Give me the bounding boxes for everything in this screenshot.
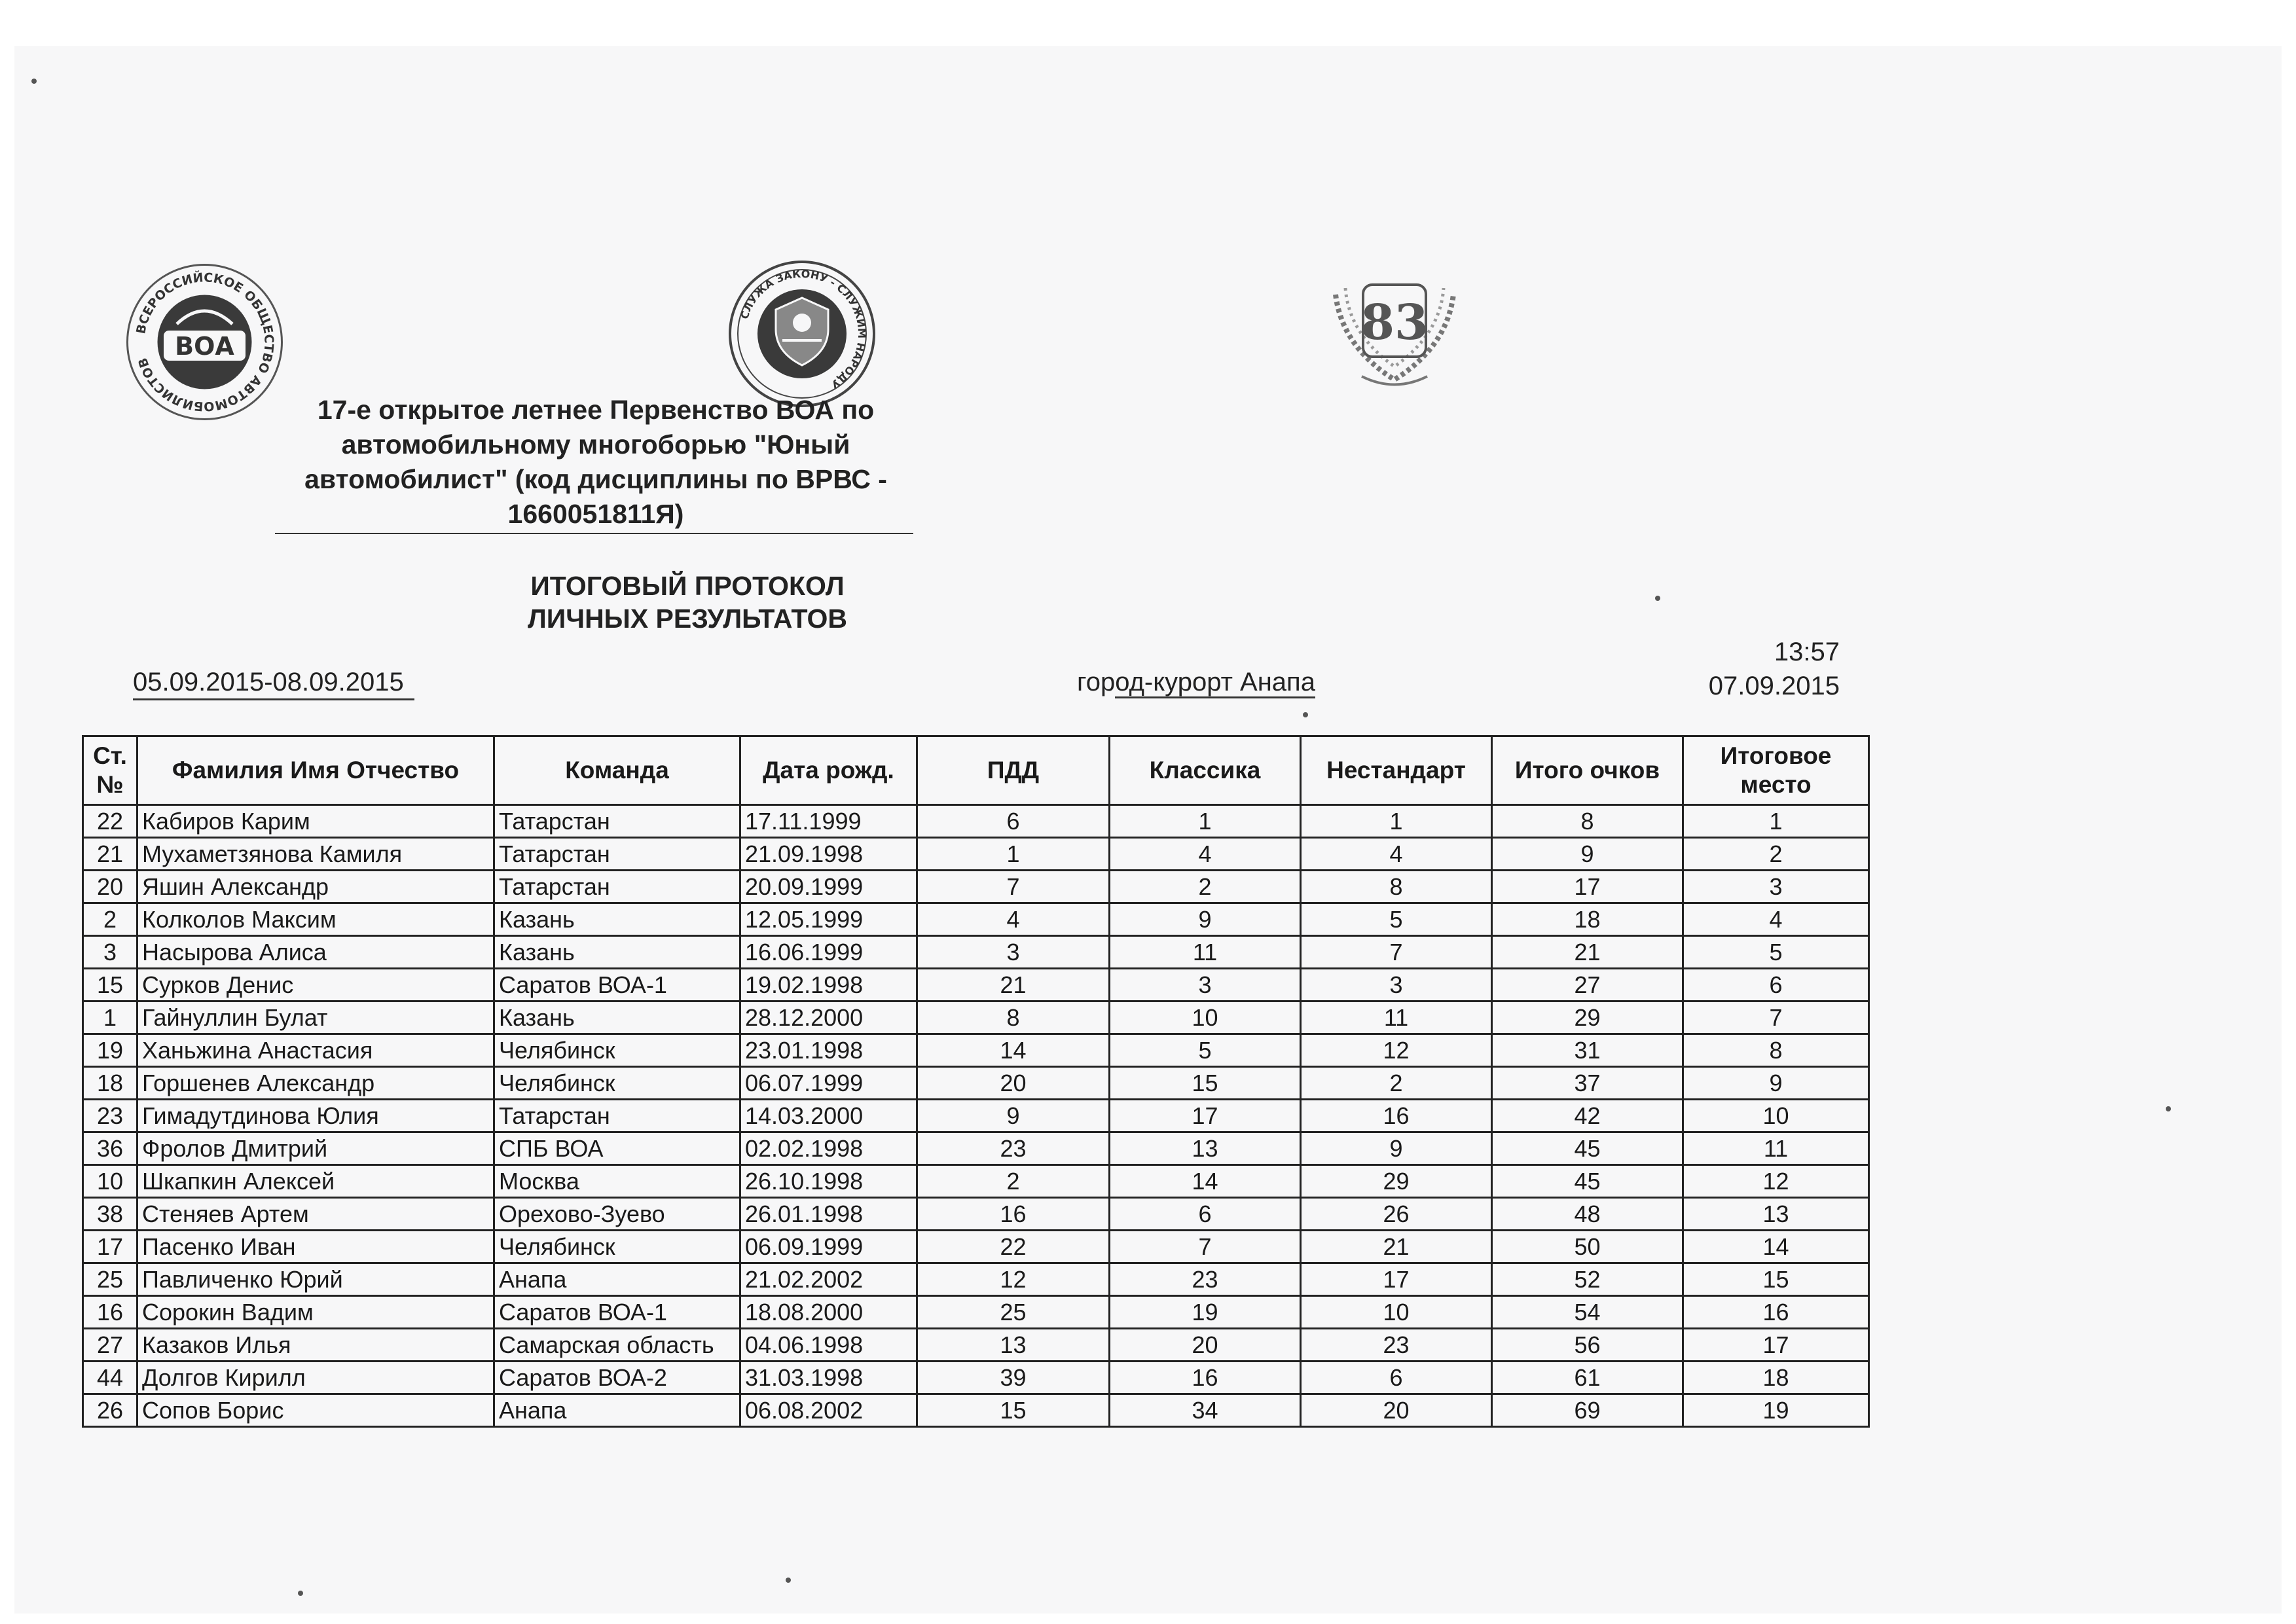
cell-traffic-rules: 2 xyxy=(917,1165,1110,1198)
table-row xyxy=(83,936,1869,969)
cell-team: Казань xyxy=(494,903,740,936)
cell-birth-date: 12.05.1999 xyxy=(740,903,917,936)
protocol-title-line2: ЛИЧНЫХ РЕЗУЛЬТАТОВ xyxy=(528,604,847,634)
table-row xyxy=(83,805,1869,838)
cell-traffic-rules: 16 xyxy=(917,1198,1110,1231)
location-prefix: гор xyxy=(1077,668,1116,696)
cell-total-points: 54 xyxy=(1492,1296,1683,1329)
cell-start-number: 25 xyxy=(83,1263,137,1296)
column-header-full-name: Фамилия Имя Отчество xyxy=(137,736,494,805)
cell-classic: 11 xyxy=(1110,936,1301,969)
cell-final-place: 4 xyxy=(1683,903,1869,936)
cell-total-points: 52 xyxy=(1492,1263,1683,1296)
table-row xyxy=(83,1165,1869,1198)
column-header-birth-date: Дата рожд. xyxy=(740,736,917,805)
competition-dates: 05.09.2015-08.09.2015 xyxy=(133,668,414,700)
cell-full-name: Мухаметзянова Камиля xyxy=(137,838,494,871)
event-title: 17-е открытое летнее Первенство ВОА по автомобильному многоборью "Юный автомобилист" (код дисциплины по ВРВС - 1660051811Я) xyxy=(304,395,887,529)
cell-total-points: 69 xyxy=(1492,1394,1683,1427)
cell-start-number: 10 xyxy=(83,1165,137,1198)
cell-full-name: Горшенев Александр xyxy=(137,1067,494,1100)
scan-speck xyxy=(2166,1106,2171,1111)
table-row xyxy=(83,1263,1869,1296)
table-row xyxy=(83,1198,1869,1231)
cell-traffic-rules: 1 xyxy=(917,838,1110,871)
cell-start-number: 1 xyxy=(83,1001,137,1034)
cell-final-place: 17 xyxy=(1683,1329,1869,1362)
cell-team: Анапа xyxy=(494,1394,740,1427)
protocol-time: 13:57 xyxy=(1774,638,1840,666)
scan-speck xyxy=(298,1591,303,1596)
cell-birth-date: 26.01.1998 xyxy=(740,1198,917,1231)
cell-birth-date: 06.07.1999 xyxy=(740,1067,917,1100)
cell-nonstandard: 7 xyxy=(1301,936,1492,969)
table-row xyxy=(83,1100,1869,1132)
table-row xyxy=(83,871,1869,903)
cell-nonstandard: 8 xyxy=(1301,871,1492,903)
cell-nonstandard: 2 xyxy=(1301,1067,1492,1100)
cell-start-number: 21 xyxy=(83,838,137,871)
cell-classic: 13 xyxy=(1110,1132,1301,1165)
cell-team: Орехово-Зуево xyxy=(494,1198,740,1231)
cell-total-points: 31 xyxy=(1492,1034,1683,1067)
table-row xyxy=(83,838,1869,871)
cell-full-name: Долгов Кирилл xyxy=(137,1362,494,1394)
cell-team: Саратов ВОА-1 xyxy=(494,1296,740,1329)
cell-nonstandard: 20 xyxy=(1301,1394,1492,1427)
table-row xyxy=(83,1034,1869,1067)
cell-nonstandard: 10 xyxy=(1301,1296,1492,1329)
cell-final-place: 11 xyxy=(1683,1132,1869,1165)
cell-full-name: Насырова Алиса xyxy=(137,936,494,969)
cell-start-number: 19 xyxy=(83,1034,137,1067)
title-divider xyxy=(275,533,913,534)
protocol-timestamp xyxy=(1650,635,1840,703)
column-header-team: Команда xyxy=(494,736,740,805)
cell-nonstandard: 1 xyxy=(1301,805,1492,838)
cell-total-points: 8 xyxy=(1492,805,1683,838)
cell-birth-date: 23.01.1998 xyxy=(740,1034,917,1067)
cell-traffic-rules: 21 xyxy=(917,969,1110,1001)
cell-classic: 3 xyxy=(1110,969,1301,1001)
competition-location xyxy=(1077,668,1315,697)
cell-nonstandard: 6 xyxy=(1301,1362,1492,1394)
results-body xyxy=(83,805,1869,1427)
cell-total-points: 37 xyxy=(1492,1067,1683,1100)
cell-total-points: 56 xyxy=(1492,1329,1683,1362)
cell-full-name: Яшин Александр xyxy=(137,871,494,903)
cell-team: Челябинск xyxy=(494,1067,740,1100)
cell-final-place: 3 xyxy=(1683,871,1869,903)
cell-full-name: Фролов Дмитрий xyxy=(137,1132,494,1165)
cell-total-points: 9 xyxy=(1492,838,1683,871)
service-ring-text: СЛУЖА ЗАКОНУ - СЛУЖИМ НАРОДУ xyxy=(738,267,869,391)
cell-total-points: 45 xyxy=(1492,1165,1683,1198)
cell-full-name: Сорокин Вадим xyxy=(137,1296,494,1329)
cell-traffic-rules: 23 xyxy=(917,1132,1110,1165)
cell-team: Москва xyxy=(494,1165,740,1198)
cell-traffic-rules: 20 xyxy=(917,1067,1110,1100)
table-header-row xyxy=(83,736,1869,805)
cell-birth-date: 19.02.1998 xyxy=(740,969,917,1001)
cell-team: Челябинск xyxy=(494,1231,740,1263)
cell-start-number: 26 xyxy=(83,1394,137,1427)
cell-classic: 14 xyxy=(1110,1165,1301,1198)
cell-total-points: 45 xyxy=(1492,1132,1683,1165)
cell-total-points: 50 xyxy=(1492,1231,1683,1263)
cell-nonstandard: 17 xyxy=(1301,1263,1492,1296)
cell-start-number: 44 xyxy=(83,1362,137,1394)
cell-full-name: Кабиров Карим xyxy=(137,805,494,838)
column-header-classic: Классика xyxy=(1110,736,1301,805)
table-row xyxy=(83,1394,1869,1427)
cell-classic: 23 xyxy=(1110,1263,1301,1296)
cell-start-number: 15 xyxy=(83,969,137,1001)
cell-start-number: 27 xyxy=(83,1329,137,1362)
cell-start-number: 16 xyxy=(83,1296,137,1329)
voa-center-text: ВОА xyxy=(175,332,234,361)
cell-team: СПБ ВОА xyxy=(494,1132,740,1165)
cell-final-place: 2 xyxy=(1683,838,1869,871)
cell-nonstandard: 3 xyxy=(1301,969,1492,1001)
cell-full-name: Казаков Илья xyxy=(137,1329,494,1362)
cell-nonstandard: 5 xyxy=(1301,903,1492,936)
cell-birth-date: 31.03.1998 xyxy=(740,1362,917,1394)
emblem-number: 83 xyxy=(1360,295,1429,351)
cell-classic: 15 xyxy=(1110,1067,1301,1100)
scan-speck xyxy=(1655,596,1660,601)
cell-traffic-rules: 14 xyxy=(917,1034,1110,1067)
cell-birth-date: 06.08.2002 xyxy=(740,1394,917,1427)
cell-team: Челябинск xyxy=(494,1034,740,1067)
protocol-title-line1: ИТОГОВЫЙ ПРОТОКОЛ xyxy=(530,571,845,601)
cell-full-name: Шкапкин Алексей xyxy=(137,1165,494,1198)
cell-classic: 20 xyxy=(1110,1329,1301,1362)
scan-speck xyxy=(31,79,37,84)
cell-start-number: 18 xyxy=(83,1067,137,1100)
regional-emblem xyxy=(1322,268,1467,396)
cell-birth-date: 26.10.1998 xyxy=(740,1165,917,1198)
cell-final-place: 10 xyxy=(1683,1100,1869,1132)
cell-birth-date: 28.12.2000 xyxy=(740,1001,917,1034)
results-table xyxy=(82,735,1870,1428)
cell-classic: 7 xyxy=(1110,1231,1301,1263)
cell-nonstandard: 16 xyxy=(1301,1100,1492,1132)
cell-total-points: 48 xyxy=(1492,1198,1683,1231)
column-header-traffic-rules: ПДД xyxy=(917,736,1110,805)
cell-full-name: Павличенко Юрий xyxy=(137,1263,494,1296)
cell-traffic-rules: 13 xyxy=(917,1329,1110,1362)
cell-team: Казань xyxy=(494,1001,740,1034)
scan-speck xyxy=(786,1578,791,1583)
cell-classic: 17 xyxy=(1110,1100,1301,1132)
cell-traffic-rules: 4 xyxy=(917,903,1110,936)
cell-start-number: 38 xyxy=(83,1198,137,1231)
table-row xyxy=(83,1296,1869,1329)
cell-classic: 2 xyxy=(1110,871,1301,903)
cell-traffic-rules: 6 xyxy=(917,805,1110,838)
cell-traffic-rules: 3 xyxy=(917,936,1110,969)
table-row xyxy=(83,1132,1869,1165)
cell-team: Саратов ВОА-1 xyxy=(494,969,740,1001)
voa-logo xyxy=(124,262,285,422)
cell-start-number: 17 xyxy=(83,1231,137,1263)
table-row xyxy=(83,969,1869,1001)
cell-final-place: 6 xyxy=(1683,969,1869,1001)
cell-classic: 1 xyxy=(1110,805,1301,838)
cell-full-name: Колколов Максим xyxy=(137,903,494,936)
cell-birth-date: 02.02.1998 xyxy=(740,1132,917,1165)
table-row xyxy=(83,1329,1869,1362)
cell-final-place: 9 xyxy=(1683,1067,1869,1100)
cell-nonstandard: 26 xyxy=(1301,1198,1492,1231)
cell-team: Казань xyxy=(494,936,740,969)
cell-nonstandard: 4 xyxy=(1301,838,1492,871)
cell-final-place: 13 xyxy=(1683,1198,1869,1231)
cell-birth-date: 16.06.1999 xyxy=(740,936,917,969)
cell-total-points: 42 xyxy=(1492,1100,1683,1132)
protocol-date: 07.09.2015 xyxy=(1708,672,1840,700)
column-header-nonstandard: Нестандарт xyxy=(1301,736,1492,805)
column-header-start-number: Ст. № xyxy=(83,736,137,805)
cell-team: Татарстан xyxy=(494,805,740,838)
cell-birth-date: 20.09.1999 xyxy=(740,871,917,903)
cell-team: Саратов ВОА-2 xyxy=(494,1362,740,1394)
cell-birth-date: 21.02.2002 xyxy=(740,1263,917,1296)
cell-nonstandard: 11 xyxy=(1301,1001,1492,1034)
cell-final-place: 5 xyxy=(1683,936,1869,969)
cell-total-points: 18 xyxy=(1492,903,1683,936)
cell-team: Анапа xyxy=(494,1263,740,1296)
cell-team: Татарстан xyxy=(494,1100,740,1132)
cell-traffic-rules: 9 xyxy=(917,1100,1110,1132)
cell-traffic-rules: 22 xyxy=(917,1231,1110,1263)
cell-classic: 6 xyxy=(1110,1198,1301,1231)
protocol-title xyxy=(458,569,917,635)
scan-speck xyxy=(1303,712,1308,717)
cell-total-points: 61 xyxy=(1492,1362,1683,1394)
cell-total-points: 29 xyxy=(1492,1001,1683,1034)
cell-final-place: 16 xyxy=(1683,1296,1869,1329)
cell-start-number: 36 xyxy=(83,1132,137,1165)
cell-start-number: 3 xyxy=(83,936,137,969)
cell-team: Татарстан xyxy=(494,838,740,871)
cell-full-name: Ханьжина Анастасия xyxy=(137,1034,494,1067)
cell-final-place: 8 xyxy=(1683,1034,1869,1067)
cell-full-name: Сурков Денис xyxy=(137,969,494,1001)
cell-full-name: Гайнуллин Булат xyxy=(137,1001,494,1034)
cell-total-points: 27 xyxy=(1492,969,1683,1001)
cell-nonstandard: 12 xyxy=(1301,1034,1492,1067)
cell-final-place: 19 xyxy=(1683,1394,1869,1427)
cell-team: Самарская область xyxy=(494,1329,740,1362)
cell-final-place: 1 xyxy=(1683,805,1869,838)
voa-ring-text: ВСЕРОССИЙСКОЕ ОБЩЕСТВО АВТОМОБИЛИСТОВ xyxy=(134,270,276,414)
cell-classic: 10 xyxy=(1110,1001,1301,1034)
cell-classic: 34 xyxy=(1110,1394,1301,1427)
cell-start-number: 23 xyxy=(83,1100,137,1132)
cell-classic: 19 xyxy=(1110,1296,1301,1329)
cell-final-place: 15 xyxy=(1683,1263,1869,1296)
cell-birth-date: 04.06.1998 xyxy=(740,1329,917,1362)
location-rest: од-курорт Анапа xyxy=(1115,668,1315,698)
cell-full-name: Сопов Борис xyxy=(137,1394,494,1427)
cell-birth-date: 06.09.1999 xyxy=(740,1231,917,1263)
cell-team: Татарстан xyxy=(494,871,740,903)
table-row xyxy=(83,1067,1869,1100)
cell-traffic-rules: 8 xyxy=(917,1001,1110,1034)
cell-birth-date: 17.11.1999 xyxy=(740,805,917,838)
cell-birth-date: 21.09.1998 xyxy=(740,838,917,871)
cell-final-place: 7 xyxy=(1683,1001,1869,1034)
table-row xyxy=(83,1231,1869,1263)
cell-classic: 9 xyxy=(1110,903,1301,936)
cell-nonstandard: 29 xyxy=(1301,1165,1492,1198)
cell-traffic-rules: 25 xyxy=(917,1296,1110,1329)
service-logo xyxy=(727,259,877,409)
cell-birth-date: 14.03.2000 xyxy=(740,1100,917,1132)
cell-full-name: Стеняев Артем xyxy=(137,1198,494,1231)
cell-traffic-rules: 15 xyxy=(917,1394,1110,1427)
cell-final-place: 18 xyxy=(1683,1362,1869,1394)
cell-birth-date: 18.08.2000 xyxy=(740,1296,917,1329)
cell-final-place: 14 xyxy=(1683,1231,1869,1263)
table-row xyxy=(83,1001,1869,1034)
cell-nonstandard: 9 xyxy=(1301,1132,1492,1165)
cell-total-points: 17 xyxy=(1492,871,1683,903)
cell-start-number: 20 xyxy=(83,871,137,903)
cell-full-name: Гимадутдинова Юлия xyxy=(137,1100,494,1132)
cell-final-place: 12 xyxy=(1683,1165,1869,1198)
cell-nonstandard: 23 xyxy=(1301,1329,1492,1362)
cell-traffic-rules: 7 xyxy=(917,871,1110,903)
cell-traffic-rules: 12 xyxy=(917,1263,1110,1296)
column-header-total-points: Итого очков xyxy=(1492,736,1683,805)
cell-nonstandard: 21 xyxy=(1301,1231,1492,1263)
cell-start-number: 2 xyxy=(83,903,137,936)
cell-total-points: 21 xyxy=(1492,936,1683,969)
table-row xyxy=(83,1362,1869,1394)
cell-start-number: 22 xyxy=(83,805,137,838)
cell-classic: 5 xyxy=(1110,1034,1301,1067)
cell-traffic-rules: 39 xyxy=(917,1362,1110,1394)
cell-full-name: Пасенко Иван xyxy=(137,1231,494,1263)
cell-classic: 16 xyxy=(1110,1362,1301,1394)
table-row xyxy=(83,903,1869,936)
column-header-final-place: Итоговое место xyxy=(1683,736,1869,805)
cell-classic: 4 xyxy=(1110,838,1301,871)
